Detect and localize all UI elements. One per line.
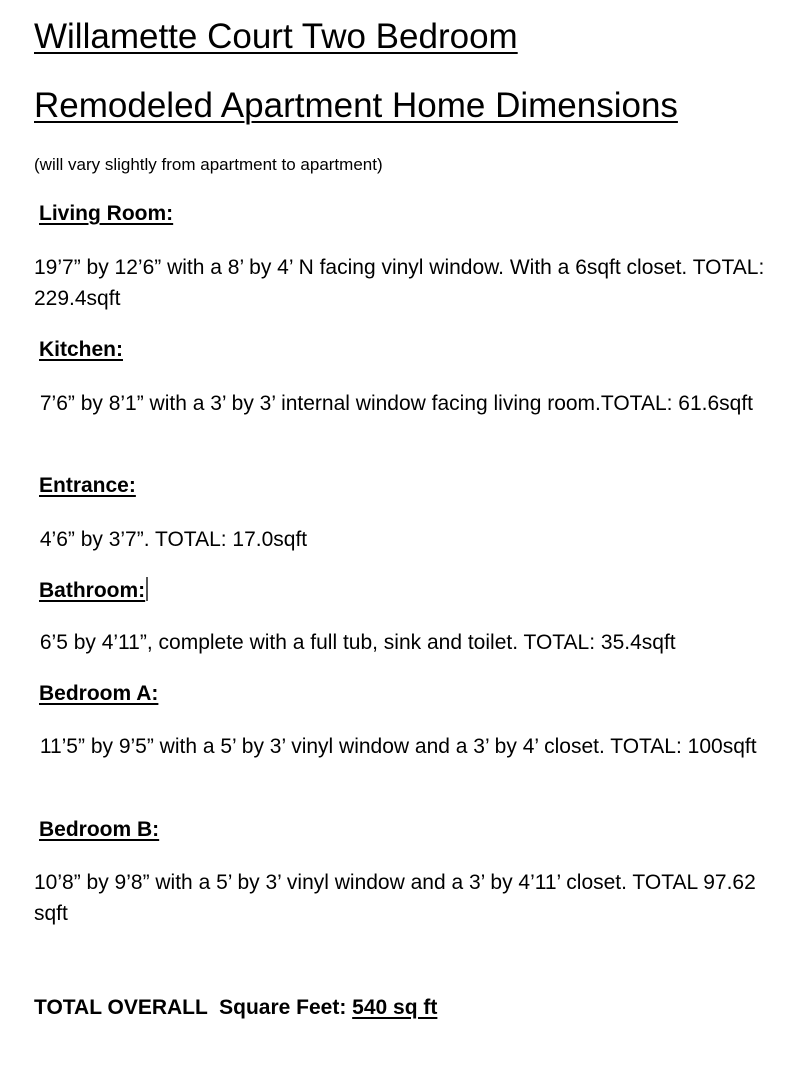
- bathroom-heading-wrap: [39, 577, 148, 604]
- bedroom-a-heading: Bedroom A:: [39, 682, 159, 705]
- bedroom-b-heading: Bedroom B:: [39, 818, 160, 841]
- bathroom-heading: Bathroom:: [39, 579, 146, 602]
- page-title-line-2: Remodeled Apartment Home Dimensions: [34, 86, 678, 125]
- entrance-description: 4’6” by 3’7”. TOTAL: 17.0sqft: [34, 528, 308, 551]
- bedroom-a-description: 11’5” by 9’5” with a 5’ by 3’ vinyl window and a 3’ by 4’ closet. TOTAL: 100sqft: [34, 735, 757, 758]
- text-cursor: [146, 577, 148, 601]
- living-room-description: 19’7” by 12’6” with a 8’ by 4’ N facing vinyl window. With a 6sqft closet. TOTAL: 229.4sqft: [34, 256, 765, 310]
- variance-note: (will vary slightly from apartment to apartment): [34, 155, 383, 174]
- living-room-heading: Living Room:: [39, 202, 174, 225]
- kitchen-description: 7’6” by 8’1” with a 3’ by 3’ internal window facing living room.TOTAL: 61.6sqft: [34, 392, 754, 415]
- entrance-heading: Entrance:: [39, 474, 136, 497]
- kitchen-heading: Kitchen:: [39, 338, 123, 361]
- total-overall-line: [34, 995, 437, 1021]
- page-title-line-1: Willamette Court Two Bedroom: [34, 17, 518, 56]
- total-value: 540 sq ft: [352, 996, 438, 1019]
- bathroom-description: 6’5 by 4’11”, complete with a full tub, sink and toilet. TOTAL: 35.4sqft: [34, 631, 676, 654]
- bedroom-b-description: 10’8” by 9’8” with a 5’ by 3’ vinyl window and a 3’ by 4’11’ closet. TOTAL 97.62 sqft: [34, 871, 756, 925]
- total-label: TOTAL OVERALL Square Feet:: [34, 996, 353, 1019]
